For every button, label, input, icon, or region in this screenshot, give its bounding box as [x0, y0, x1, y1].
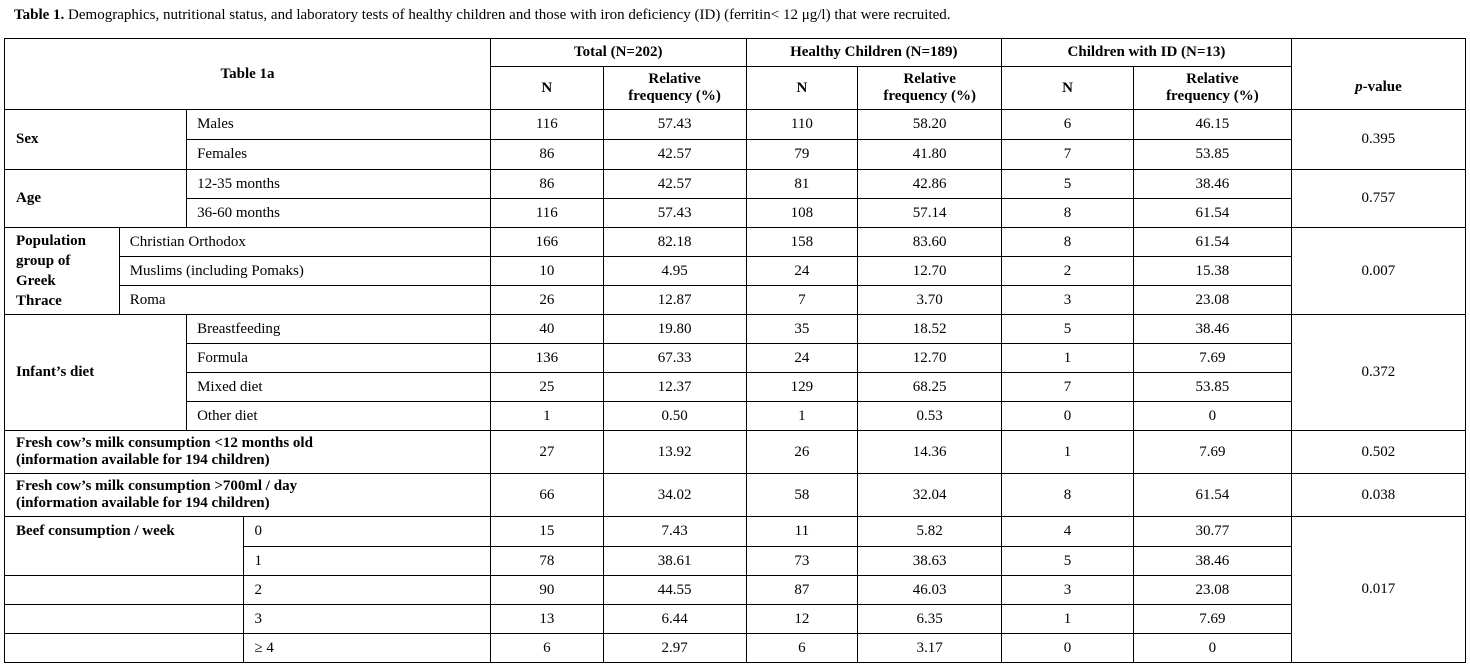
cell: 38.46 [1133, 547, 1291, 576]
cell: 11 [746, 517, 858, 547]
cell: 53.85 [1133, 373, 1291, 402]
cell: 12.70 [858, 257, 1002, 286]
cell: 46.03 [858, 576, 1002, 605]
cell: 5 [1002, 170, 1134, 199]
cell: 7.69 [1133, 344, 1291, 373]
cell: 26 [490, 286, 603, 315]
cell: 3.70 [858, 286, 1002, 315]
p-value-sex: 0.395 [1291, 110, 1465, 170]
cell: 5.82 [858, 517, 1002, 547]
cell: 0.50 [603, 402, 746, 431]
cell: 34.02 [603, 474, 746, 517]
cell: 87 [746, 576, 858, 605]
cell: 2 [1002, 257, 1134, 286]
cell: 12 [746, 605, 858, 634]
cell: 10 [490, 257, 603, 286]
header-row-1 [5, 39, 1466, 67]
group-label-beef: Beef consumption / week [5, 517, 244, 547]
group-label-sex: Sex [5, 110, 187, 170]
cell: 40 [490, 315, 603, 344]
table-row [5, 547, 1466, 576]
cell: 15 [490, 517, 603, 547]
cell: 18.52 [858, 315, 1002, 344]
cell: 3.17 [858, 634, 1002, 663]
cell: 116 [490, 199, 603, 228]
table-row [5, 199, 1466, 228]
table-row [5, 634, 1466, 663]
cell: 1 [1002, 344, 1134, 373]
cell: 5 [1002, 315, 1134, 344]
cell: 38.61 [603, 547, 746, 576]
cell: 5 [1002, 547, 1134, 576]
cell: 0 [1002, 634, 1134, 663]
cell: 19.80 [603, 315, 746, 344]
cell: 2.97 [603, 634, 746, 663]
cell: 8 [1002, 228, 1134, 257]
caption-text: Demographics, nutritional status, and laboratory tests of healthy children and those with iron deficiency (ID) (ferritin< 12 μg/l) that were recruited. [64, 7, 951, 23]
p-value-milk-over-700: 0.038 [1291, 474, 1465, 517]
cell: 42.86 [858, 170, 1002, 199]
cell: 35 [746, 315, 858, 344]
cell: 12.87 [603, 286, 746, 315]
cell: 83.60 [858, 228, 1002, 257]
healthy-rel-header: Relative frequency (%) [858, 67, 1002, 110]
blank-cell [5, 634, 244, 663]
table-row [5, 140, 1466, 170]
cell: 61.54 [1133, 228, 1291, 257]
p-value-header: p-value [1291, 67, 1465, 110]
cell: 24 [746, 344, 858, 373]
cell: 58 [746, 474, 858, 517]
cell: 12.37 [603, 373, 746, 402]
table-row [5, 286, 1466, 315]
table-row [5, 110, 1466, 140]
milk-over-700-label: Fresh cow’s milk consumption >700ml / day (information available for 194 children) [5, 474, 491, 517]
cell: 23.08 [1133, 286, 1291, 315]
cell: 13 [490, 605, 603, 634]
cell: 78 [490, 547, 603, 576]
id-rel-header: Relative frequency (%) [1133, 67, 1291, 110]
cell: 67.33 [603, 344, 746, 373]
cell: 7 [1002, 373, 1134, 402]
row-label: Mixed diet [187, 373, 491, 402]
cell: 1 [490, 402, 603, 431]
cell: 158 [746, 228, 858, 257]
cell: 61.54 [1133, 199, 1291, 228]
cell: 3 [1002, 286, 1134, 315]
healthy-header: Healthy Children (N=189) [746, 39, 1002, 67]
row-label: Breastfeeding [187, 315, 491, 344]
cell: 23.08 [1133, 576, 1291, 605]
table-row [5, 402, 1466, 431]
cell: 81 [746, 170, 858, 199]
cell: 1 [1002, 431, 1134, 474]
cell: 38.46 [1133, 170, 1291, 199]
row-label: Males [187, 110, 491, 140]
blank-cell [5, 576, 244, 605]
cell: 86 [490, 140, 603, 170]
row-label: Christian Orthodox [119, 228, 490, 257]
table-row [5, 228, 1466, 257]
p-value-infant-diet: 0.372 [1291, 315, 1465, 431]
row-label: Roma [119, 286, 490, 315]
row-label: Females [187, 140, 491, 170]
row-label: 36-60 months [187, 199, 491, 228]
cell: 0 [1133, 402, 1291, 431]
p-value-milk-under-12: 0.502 [1291, 431, 1465, 474]
group-label-population: Population group of Greek Thrace [5, 228, 120, 315]
id-n-header: N [1002, 67, 1134, 110]
p-value-age: 0.757 [1291, 170, 1465, 228]
cell: 53.85 [1133, 140, 1291, 170]
table-row [5, 605, 1466, 634]
cell: 13.92 [603, 431, 746, 474]
cell: 0.53 [858, 402, 1002, 431]
row-label: 3 [244, 605, 491, 634]
cell: 6 [746, 634, 858, 663]
table-row [5, 576, 1466, 605]
cell: 73 [746, 547, 858, 576]
cell: 6 [490, 634, 603, 663]
cell: 7 [1002, 140, 1134, 170]
cell: 68.25 [858, 373, 1002, 402]
cell: 1 [1002, 605, 1134, 634]
cell: 7.69 [1133, 431, 1291, 474]
cell: 32.04 [858, 474, 1002, 517]
cell: 57.43 [603, 110, 746, 140]
cell: 38.63 [858, 547, 1002, 576]
p-value-beef: 0.017 [1291, 517, 1465, 663]
cell: 3 [1002, 576, 1134, 605]
milk-under-12-label: Fresh cow’s milk consumption <12 months old (information available for 194 children) [5, 431, 491, 474]
cell: 7 [746, 286, 858, 315]
cell: 12.70 [858, 344, 1002, 373]
row-label: Other diet [187, 402, 491, 431]
cell: 116 [490, 110, 603, 140]
cell: 41.80 [858, 140, 1002, 170]
group-label-age: Age [5, 170, 187, 228]
row-label: 12-35 months [187, 170, 491, 199]
table-row [5, 373, 1466, 402]
cell: 25 [490, 373, 603, 402]
p-header-top [1291, 39, 1465, 67]
group-label-infant-diet: Infant’s diet [5, 315, 187, 431]
row-label: 2 [244, 576, 491, 605]
cell: 8 [1002, 474, 1134, 517]
row-label: ≥ 4 [244, 634, 491, 663]
cell: 136 [490, 344, 603, 373]
cell: 166 [490, 228, 603, 257]
healthy-n-header: N [746, 67, 858, 110]
cell: 110 [746, 110, 858, 140]
cell: 6 [1002, 110, 1134, 140]
cell: 27 [490, 431, 603, 474]
cell: 30.77 [1133, 517, 1291, 547]
cell: 61.54 [1133, 474, 1291, 517]
cell: 42.57 [603, 170, 746, 199]
cell: 79 [746, 140, 858, 170]
cell: 82.18 [603, 228, 746, 257]
cell: 7.43 [603, 517, 746, 547]
p-value-population: 0.007 [1291, 228, 1465, 315]
table-row [5, 257, 1466, 286]
row-label: 1 [244, 547, 491, 576]
cell: 0 [1133, 634, 1291, 663]
cell: 24 [746, 257, 858, 286]
table-row [5, 517, 1466, 547]
row-label: Formula [187, 344, 491, 373]
cell: 6.35 [858, 605, 1002, 634]
blank-cell [5, 605, 244, 634]
cell: 46.15 [1133, 110, 1291, 140]
table-row [5, 474, 1466, 517]
cell: 6.44 [603, 605, 746, 634]
cell: 4.95 [603, 257, 746, 286]
cell: 86 [490, 170, 603, 199]
cell: 90 [490, 576, 603, 605]
total-header: Total (N=202) [490, 39, 746, 67]
table-row [5, 431, 1466, 474]
cell: 15.38 [1133, 257, 1291, 286]
table-row [5, 344, 1466, 373]
cell: 26 [746, 431, 858, 474]
row-label: 0 [244, 517, 491, 547]
id-header: Children with ID (N=13) [1002, 39, 1292, 67]
cell: 66 [490, 474, 603, 517]
cell: 4 [1002, 517, 1134, 547]
total-n-header: N [490, 67, 603, 110]
cell: 1 [746, 402, 858, 431]
cell: 57.43 [603, 199, 746, 228]
table-row [5, 170, 1466, 199]
cell: 44.55 [603, 576, 746, 605]
cell: 58.20 [858, 110, 1002, 140]
cell: 14.36 [858, 431, 1002, 474]
blank-cell [5, 547, 244, 576]
caption-label: Table 1. [14, 7, 65, 23]
total-rel-header: Relative frequency (%) [603, 67, 746, 110]
table-row [5, 315, 1466, 344]
cell: 0 [1002, 402, 1134, 431]
cell: 108 [746, 199, 858, 228]
cell: 57.14 [858, 199, 1002, 228]
cell: 38.46 [1133, 315, 1291, 344]
cell: 7.69 [1133, 605, 1291, 634]
row-label: Muslims (including Pomaks) [119, 257, 490, 286]
demographics-table [4, 38, 1466, 663]
table-stub-header: Table 1a [5, 39, 491, 110]
cell: 129 [746, 373, 858, 402]
table-caption [14, 7, 951, 24]
cell: 42.57 [603, 140, 746, 170]
cell: 8 [1002, 199, 1134, 228]
